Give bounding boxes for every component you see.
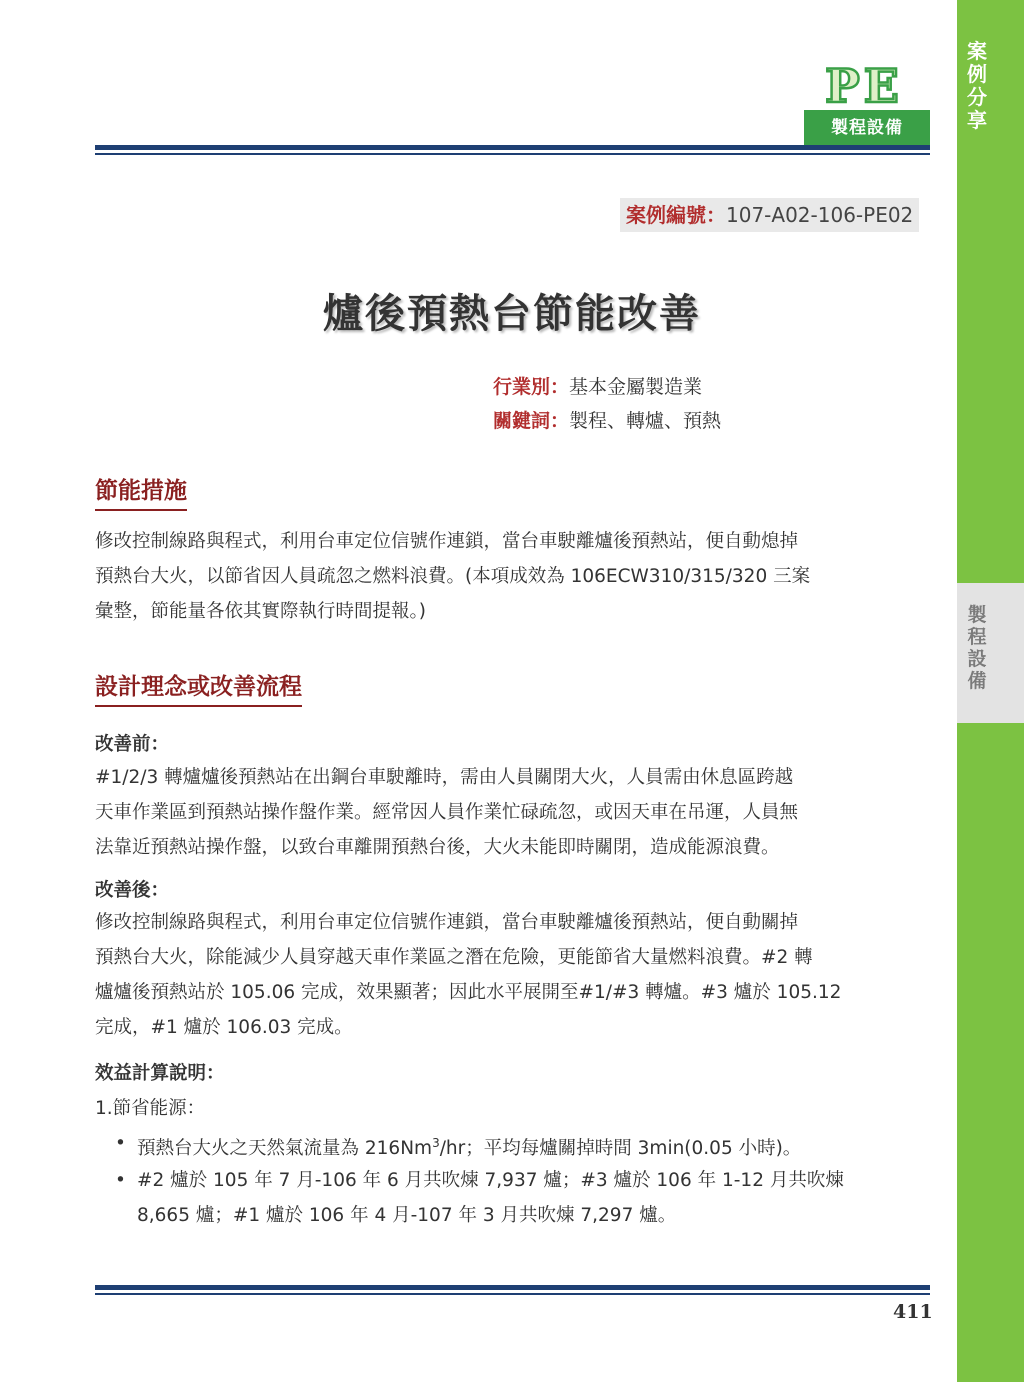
bullet-text-part: 預熱台大火之天然氣流量為 216Nm — [137, 1138, 433, 1160]
footer-rule-thick — [95, 1285, 930, 1290]
keywords-value: 製程、轉爐、預熱 — [569, 410, 722, 432]
case-number — [620, 198, 919, 232]
page-title: 爐後預熱台節能改善 — [323, 291, 701, 337]
measures-paragraph — [95, 524, 931, 629]
case-number-label: 案例編號： — [626, 203, 726, 227]
page-number: 411 — [893, 1301, 933, 1323]
pe-logo — [812, 62, 916, 108]
bullet-dot-icon: • — [115, 1170, 126, 1191]
side-tab-process-equipment: 製程設備 — [967, 604, 987, 692]
category-label: 製程設備 — [804, 110, 930, 146]
paragraph-line: #1/2/3 轉爐爐後預熱站在出鋼台車駛離時，需由人員關閉大火，人員需由休息區跨越 — [95, 767, 794, 788]
paragraph-line: 天車作業區到預熱站操作盤作業。經常因人員作業忙碌疏忽，或因天車在吊運，人員無 — [95, 802, 799, 823]
item-energy-saving: 1.節省能源： — [95, 1098, 206, 1119]
paragraph-line: 預熱台大火，以節省因人員疏忽之燃料浪費。(本項成效為 106ECW310/315/320 三案 — [95, 566, 811, 587]
bullet-text — [137, 1163, 931, 1233]
bullet-line: #2 爐於 105 年 7 月-106 年 6 月共吹煉 7,937 爐；#3 爐於 106 年 1-12 月共吹煉 — [137, 1170, 844, 1191]
paragraph-line: 彙整，節能量各依其實際執行時間提報。) — [95, 601, 426, 622]
keywords-label: 關鍵詞： — [493, 410, 570, 432]
before-paragraph — [95, 760, 931, 865]
side-tab-case-sharing: 案例分享 — [967, 39, 987, 132]
paragraph-line: 修改控制線路與程式，利用台車定位信號作連鎖，當台車駛離爐後預熱站，便自動熄掉 — [95, 531, 799, 552]
before-label: 改善前： — [95, 734, 170, 755]
after-label: 改善後： — [95, 880, 170, 901]
keywords-line — [493, 406, 721, 433]
bullet-text-part: /hr；平均每爐關掉時間 3min(0.05 小時)。 — [439, 1138, 802, 1160]
benefit-label: 效益計算說明： — [95, 1063, 225, 1084]
section-heading-measures: 節能措施 — [95, 472, 187, 511]
industry-label: 行業別： — [493, 376, 570, 398]
industry-line — [493, 372, 702, 399]
header-rule-thick — [95, 145, 930, 150]
paragraph-line: 修改控制線路與程式，利用台車定位信號作連鎖，當台車駛離爐後預熱站，便自動關掉 — [95, 912, 799, 933]
paragraph-line: 爐爐後預熱站於 105.06 完成，效果顯著；因此水平展開至#1/#3 轉爐。#3 爐於 105.12 — [95, 982, 842, 1003]
section-heading-design: 設計理念或改善流程 — [95, 668, 302, 707]
industry-value: 基本金屬製造業 — [569, 376, 703, 398]
after-paragraph — [95, 905, 931, 1045]
pe-logo-text: PE — [825, 62, 903, 108]
bullet-line: 8,665 爐；#1 爐於 106 年 4 月-107 年 3 月共吹煉 7,297 爐。 — [137, 1205, 677, 1226]
superscript: 3 — [432, 1136, 440, 1150]
paragraph-line: 法靠近預熱站操作盤，以致台車離開預熱台後，大火未能即時關閉，造成能源浪費。 — [95, 837, 780, 858]
paragraph-line: 預熱台大火，除能減少人員穿越天車作業區之潛在危險，更能節省大量燃料浪費。#2 轉 — [95, 947, 813, 968]
bullet-dot-icon: • — [115, 1133, 126, 1154]
bullet-text — [137, 1126, 931, 1166]
case-number-value: 107-A02-106-PE02 — [726, 203, 914, 227]
header-rule-thin — [95, 153, 930, 155]
footer-rule-thin — [95, 1293, 930, 1295]
paragraph-line: 完成，#1 爐於 106.03 完成。 — [95, 1017, 353, 1038]
